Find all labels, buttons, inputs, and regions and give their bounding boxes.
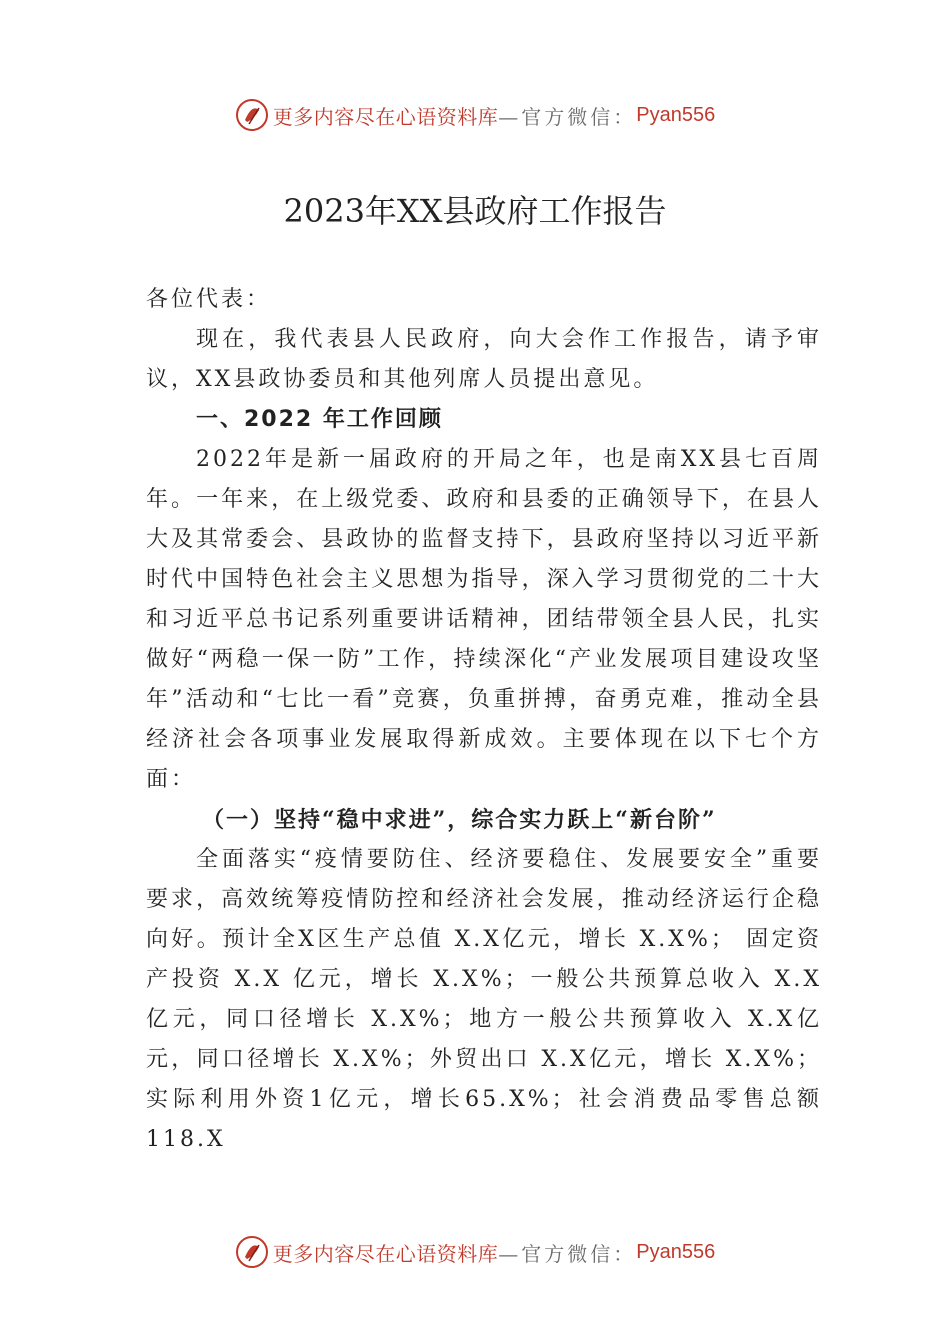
section-heading: 一、2022 年工作回顾 xyxy=(196,407,443,432)
subsection-heading: （一）坚持“稳中求进”，综合实力跃上“新台阶” xyxy=(202,807,717,833)
flower-seal-icon xyxy=(235,98,269,132)
header-watermark xyxy=(0,95,950,135)
footer-watermark xyxy=(0,1232,950,1272)
flower-seal-icon xyxy=(235,1235,269,1269)
section-paragraph: 2022年是新一届政府的开局之年，也是南XX县七百周年。一年来，在上级党委、政府和县委的正确领导下，在县人大及其常委会、县政协的监督支持下，县政府坚持以习近平新时代中国特色社会主义思想为指导，深入学习贯彻党的二十大和习近平总书记系列重要讲话精神，团结带领全县人民，扎实做好“两稳一保一防”工作，持续深化“产业发展项目建设攻坚年”活动和“七比一看”竞赛，负重拼搏，奋勇克难，推动全县经济社会各项事业发展取得新成效。主要体现在以下七个方面： xyxy=(146,447,822,792)
subsection-paragraph: 全面落实“疫情要防住、经济要稳住、发展要安全”重要要求，高效统筹疫情防控和经济社会发展，推动经济运行企稳向好。预计全X区生产总值 X.X亿元，增长 X.X%； 固定资产投资 X.X 亿元，增长 X.X%；一般公共预算总收入 X.X亿元，同口径增长 X.X%；地方一般公共预算收入 X.X亿元，同口径增长 X.X%；外贸出口 X.X亿元，增长 X.X%； 实际利用外资1亿元，增长65.X%；社会消费品零售总额118.X xyxy=(146,847,822,1152)
watermark-wechat-id: Pyan556 xyxy=(636,1240,716,1263)
watermark-separator: —官方微信： xyxy=(498,104,637,129)
document-title: 2023年XX县政府工作报告 xyxy=(283,192,667,230)
watermark-highlight: 更多内容尽在心语资料库 xyxy=(272,1241,499,1266)
greeting: 各位代表： xyxy=(146,287,272,312)
document-body xyxy=(146,280,822,1160)
watermark-highlight: 更多内容尽在心语资料库 xyxy=(272,104,499,129)
watermark-wechat-id: Pyan556 xyxy=(636,103,716,126)
watermark-separator: —官方微信： xyxy=(498,1241,637,1266)
intro-paragraph: 现在，我代表县人民政府，向大会作工作报告，请予审议，XX县政协委员和其他列席人员提出意见。 xyxy=(146,327,822,392)
